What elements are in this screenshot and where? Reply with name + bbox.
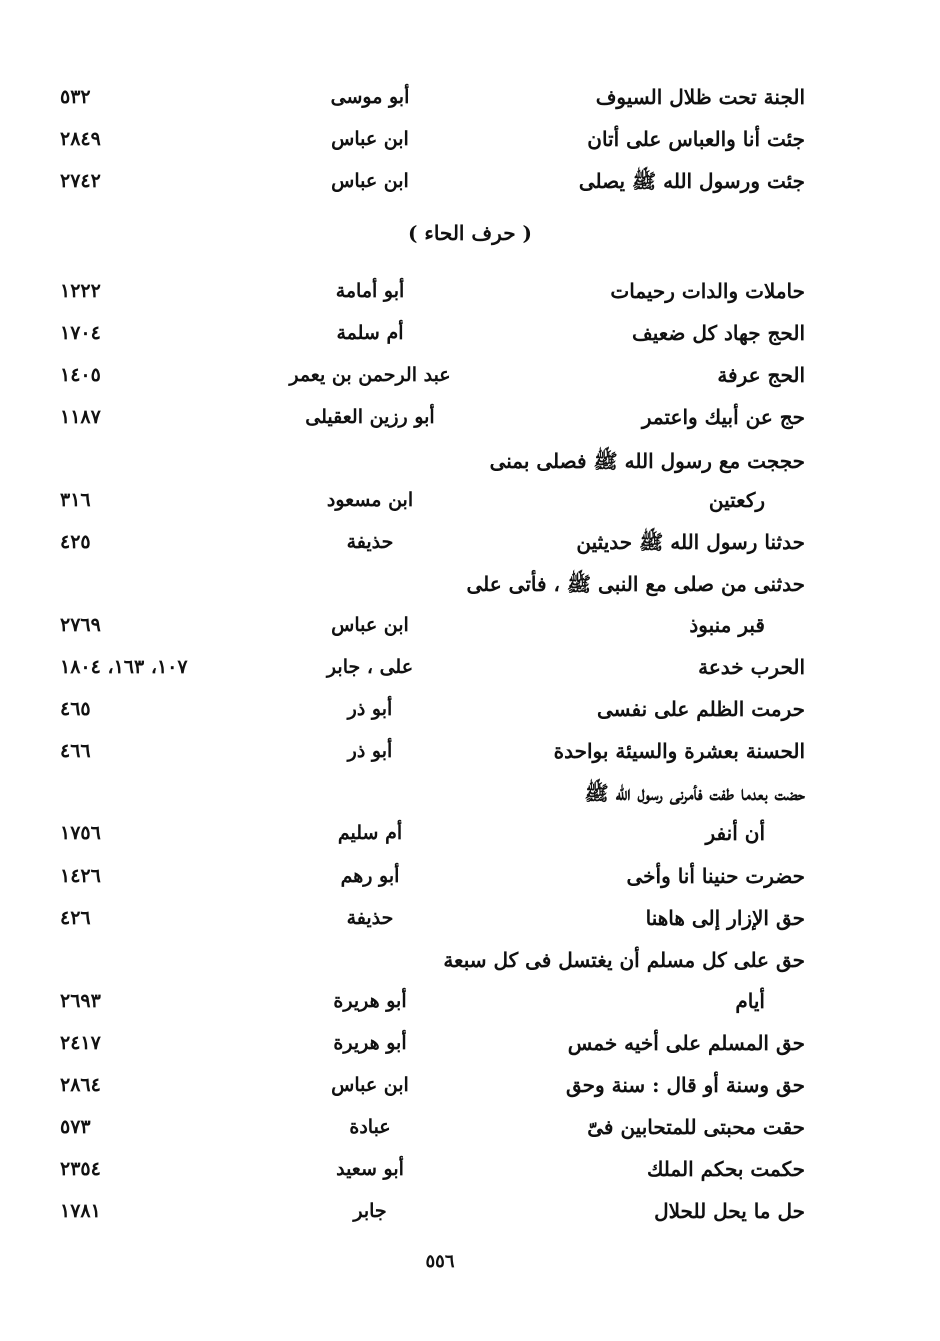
index-row: [0, 986, 940, 1028]
index-row: [0, 818, 940, 860]
hadith-text-continuation: ركعتين: [708, 488, 765, 512]
narrator-name: أبو موسى: [330, 86, 410, 108]
index-row: [0, 318, 940, 360]
hadith-text: حق على كل مسلم أن يغتسل فى كل سبعة: [443, 948, 805, 972]
index-row: [0, 694, 940, 736]
hadith-text: حضت بعدما طفت فأمرنى رسول الله ﷺ: [584, 781, 805, 805]
reference-number: ٢٧٤٢: [60, 170, 101, 192]
reference-number: ١٤٠٥: [60, 364, 101, 386]
index-row: [0, 1028, 940, 1070]
reference-number: ١٧٥٦: [60, 822, 101, 844]
index-row: [0, 82, 940, 124]
reference-number: ٢٧٦٩: [60, 614, 101, 636]
hadith-text: الحرب خدعة: [698, 655, 805, 679]
hadith-text: حدثنى من صلى مع النبى ﷺ ، فأتى على: [466, 572, 805, 596]
narrator-name: أبو رهم: [340, 865, 400, 887]
page-number: ٥٥٦: [425, 1251, 455, 1272]
narrator-name: أم سلمة: [336, 322, 404, 344]
reference-number: ١٧٨١: [60, 1200, 101, 1222]
hadith-text: حاملات والدات رحيمات: [610, 279, 805, 303]
narrator-name: عبد الرحمن بن يعمر: [289, 364, 451, 386]
hadith-text: حقت محبتى للمتحابين فىّ: [587, 1115, 805, 1139]
hadith-text: حرمت الظلم على نفسى: [596, 697, 805, 721]
reference-number: ٤٢٦: [60, 907, 91, 929]
reference-number: ٢٤١٧: [60, 1032, 101, 1054]
hadith-text: حكمت بحكم الملك: [646, 1157, 805, 1181]
hadith-text: حج عن أبيك واعتمر: [641, 405, 805, 429]
index-row: [0, 276, 940, 318]
reference-number: ١٢٢٢: [60, 280, 101, 302]
index-row: [0, 569, 940, 611]
hadith-text: حق المسلم على أخيه خمس: [567, 1031, 805, 1055]
narrator-name: ابن عباس: [331, 128, 409, 150]
narrator-name: ابن عباس: [331, 1074, 409, 1096]
narrator-name: ابن مسعود: [326, 489, 414, 511]
index-row: [0, 166, 940, 208]
hadith-text-continuation: قبر منبوذ: [689, 613, 765, 637]
index-row: [0, 610, 940, 652]
reference-number: ١٠٧، ١٦٣، ١٨٠٤: [60, 656, 188, 678]
narrator-name: أبو ذر: [347, 740, 393, 762]
index-row: [0, 652, 940, 694]
reference-number: ١٧٠٤: [60, 322, 101, 344]
reference-number: ٢٨٦٤: [60, 1074, 101, 1096]
hadith-text: حل ما يحل للحلال: [654, 1199, 805, 1223]
index-row: [0, 945, 940, 987]
index-row: [0, 446, 940, 488]
reference-number: ٢٨٤٩: [60, 128, 101, 150]
narrator-name: حذيفة: [346, 907, 394, 929]
index-row: [0, 1112, 940, 1154]
index-row: [0, 402, 940, 444]
hadith-text-continuation: أيام: [735, 989, 765, 1013]
narrator-name: عبادة: [349, 1116, 391, 1138]
narrator-name: أبو هريرة: [333, 990, 407, 1012]
narrator-name: ابن عباس: [331, 614, 409, 636]
reference-number: ٥٧٣: [60, 1116, 91, 1138]
narrator-name: أم سليم: [337, 822, 403, 844]
index-row: [0, 485, 940, 527]
reference-number: ٤٢٥: [60, 531, 91, 553]
hadith-text: حضرت حنينا أنا وأخى: [626, 864, 805, 888]
reference-number: ٢٦٩٣: [60, 990, 101, 1012]
reference-number: ١١٨٧: [60, 406, 101, 428]
hadith-text: حق وسنة أو قال : سنة وحق: [566, 1073, 805, 1097]
narrator-name: ابن عباس: [331, 170, 409, 192]
narrator-name: أبو ذر: [347, 698, 393, 720]
reference-number: ٥٣٢: [60, 86, 91, 108]
reference-number: ٢٣٥٤: [60, 1158, 101, 1180]
index-row: [0, 903, 940, 945]
section-heading: ( حرف الحاء ): [407, 221, 532, 245]
index-row: [0, 124, 940, 166]
hadith-text: الحسنة بعشرة والسيئة بواحدة: [553, 739, 805, 763]
hadith-text: الجنة تحت ظلال السيوف: [595, 85, 805, 109]
hadith-text: جئت ورسول الله ﷺ يصلى: [578, 169, 805, 193]
hadith-text: جئت أنا والعباس على أتان: [587, 127, 805, 151]
index-row: [0, 778, 940, 820]
narrator-name: جابر: [353, 1200, 387, 1222]
index-row: [0, 1070, 940, 1112]
reference-number: ٤٦٦: [60, 740, 91, 762]
hadith-text: الحج جهاد كل ضعيف: [632, 321, 805, 345]
reference-number: ٣١٦: [60, 489, 91, 511]
reference-number: ٤٦٥: [60, 698, 91, 720]
hadith-text: حدثنا رسول الله ﷺ حديثين: [576, 530, 805, 554]
narrator-name: أبو هريرة: [333, 1032, 407, 1054]
hadith-text: حججت مع رسول الله ﷺ فصلى بمنى: [489, 449, 805, 473]
index-row: [0, 736, 940, 778]
narrator-name: على ، جابر: [326, 656, 414, 678]
reference-number: ١٤٢٦: [60, 865, 101, 887]
hadith-text: الحج عرفة: [717, 363, 805, 387]
hadith-text: حق الإزار إلى هاهنا: [645, 906, 805, 930]
index-row: [0, 527, 940, 569]
narrator-name: حذيفة: [346, 531, 394, 553]
narrator-name: أبو رزين العقيلى: [305, 406, 435, 428]
hadith-text-continuation: أن أنفر: [705, 821, 765, 845]
narrator-name: أبو أمامة: [335, 280, 405, 302]
index-row: [0, 1154, 940, 1196]
index-row: [0, 360, 940, 402]
index-row: [0, 861, 940, 903]
narrator-name: أبو سعيد: [336, 1158, 404, 1180]
index-row: [0, 1196, 940, 1238]
